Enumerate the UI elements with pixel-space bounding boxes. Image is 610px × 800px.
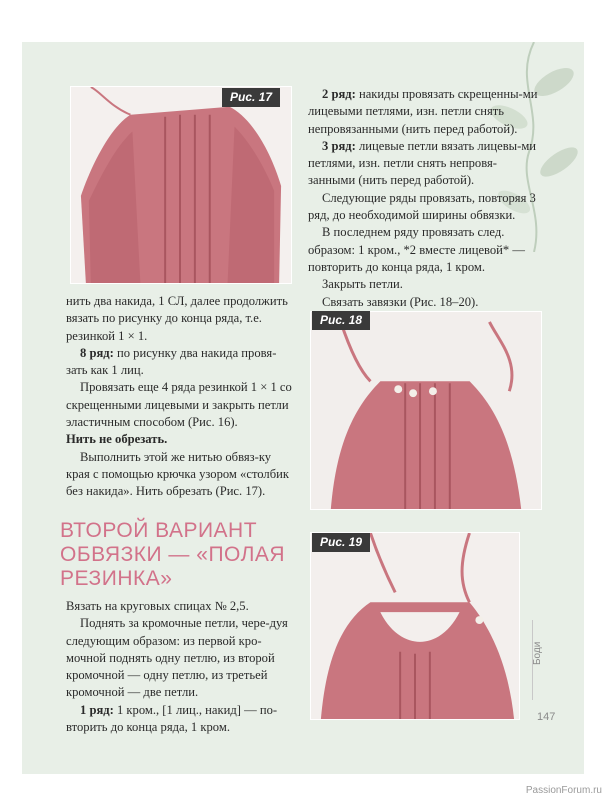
paragraph: Поднять за кромочные петли, чере-дуя следующим образом: из первой кро-мочной поднять одну петлю, из второй кромочной — одну петлю, из третьей кромочной — две петли. <box>66 616 288 700</box>
bottom-column-text <box>66 598 294 736</box>
left-column-text <box>66 293 294 501</box>
paragraph: Провязать еще 4 ряда резинкой 1 × 1 со скрещенными лицевыми и закрыть петли эластичным способом (Рис. 16). <box>66 380 292 430</box>
page-number: 147 <box>537 711 556 723</box>
section-heading: ВТОРОЙ ВАРИАНТ ОБВЯЗКИ — «ПОЛАЯ РЕЗИНКА» <box>60 519 286 590</box>
photo-fig18 <box>310 311 542 510</box>
figure-label-18: Рис. 18 <box>312 311 370 330</box>
section-side-label: Боди <box>532 641 543 665</box>
photo-fig17 <box>70 86 292 284</box>
figure-label-19: Рис. 19 <box>312 533 370 552</box>
paragraph: В последнем ряду провязать след. образом: 1 кром., *2 вместе лицевой* — повторить до конца ряда, 1 кром. <box>308 225 525 274</box>
paragraph: Закрыть петли. <box>322 277 403 292</box>
paragraph: 8 ряд: по рисунку два накида провя-зать как 1 лиц. <box>66 345 277 378</box>
paragraph: 3 ряд: лицевые петли вязать лицевы-ми петлями, изн. петли снять непровя-занными (нить перед работой). <box>308 138 537 188</box>
paragraph: 2 ряд: накиды провязать скрещенны-ми лицевыми петлями, изн. петли снять непровязанными (нить перед работой). <box>308 87 538 136</box>
photo-fig19 <box>310 532 520 720</box>
right-column-text <box>308 86 543 311</box>
paragraph: нить два накида, 1 СЛ, далее продолжить вязать по рисунку до конца ряда, т.е. резинкой 1 × 1. <box>66 294 288 343</box>
watermark: PassionForum.ru <box>525 785 602 796</box>
figure-label-17: Рис. 17 <box>222 88 280 107</box>
paragraph: 1 ряд: 1 кром., [1 лиц., накид] — по-вторить до конца ряда, 1 кром. <box>66 702 278 735</box>
paragraph: Связать завязки (Рис. 18–20). <box>322 294 479 309</box>
paragraph: Вязать на круговых спицах № 2,5. <box>66 599 249 613</box>
paragraph: Следующие ряды провязать, повторяя 3 ряд, до необходимой ширины обвязки. <box>308 190 536 223</box>
paragraph: Выполнить этой же нитью обвяз-ку края с помощью крючка узором «столбик без накида». Нить обрезать (Рис. 17). <box>66 449 289 499</box>
paragraph-bold: Нить не обрезать. <box>66 432 168 447</box>
